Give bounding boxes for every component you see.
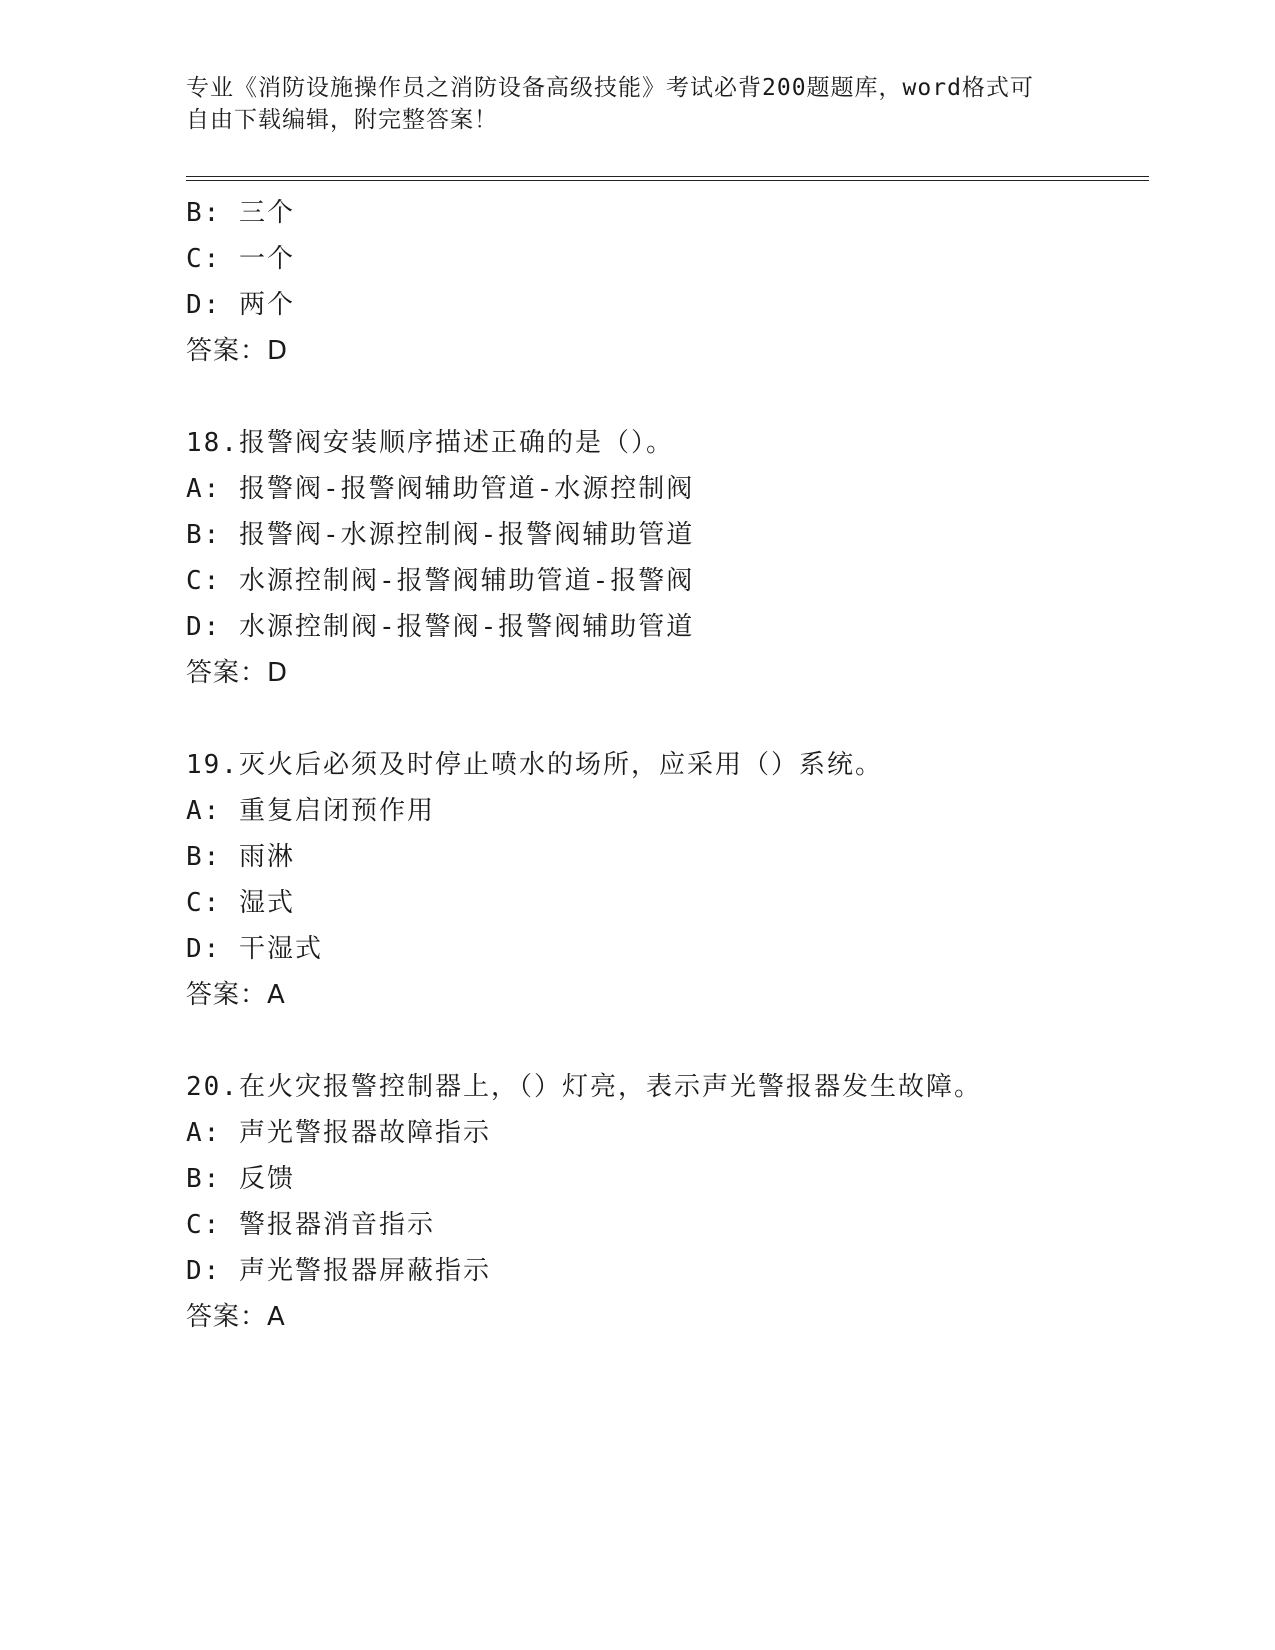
question-17-partial	[186, 190, 1146, 374]
spacer	[186, 696, 1146, 742]
option-a: A: 报警阀-报警阀辅助管道-水源控制阀	[186, 474, 695, 504]
option-a: A: 声光警报器故障指示	[186, 1118, 491, 1148]
option-b: B: 报警阀-水源控制阀-报警阀辅助管道	[186, 520, 695, 550]
question-list	[186, 190, 1146, 1340]
question-stem: 18.报警阀安装顺序描述正确的是（）。	[186, 428, 674, 458]
option-b: B: 三个	[186, 198, 295, 228]
header-divider	[186, 176, 1149, 181]
option-c: C: 一个	[186, 244, 295, 274]
header-title-line-1: 专业《消防设施操作员之消防设备高级技能》考试必背200题题库，word格式可	[186, 75, 1034, 101]
question-stem: 19.灭火后必须及时停止喷水的场所，应采用（）系统。	[186, 750, 883, 780]
question-19	[186, 742, 1146, 1018]
spacer	[186, 1018, 1146, 1064]
answer-line: 答案：A	[186, 1302, 286, 1332]
document-header	[186, 72, 1086, 136]
answer-line: 答案：A	[186, 980, 286, 1010]
question-stem: 20.在火灾报警控制器上，（）灯亮，表示声光警报器发生故障。	[186, 1072, 982, 1102]
option-d: D: 声光警报器屏蔽指示	[186, 1256, 491, 1286]
option-a: A: 重复启闭预作用	[186, 796, 435, 826]
spacer	[186, 374, 1146, 420]
option-b: B: 反馈	[186, 1164, 295, 1194]
option-d: D: 干湿式	[186, 934, 323, 964]
answer-line: 答案：D	[186, 336, 289, 366]
option-b: B: 雨淋	[186, 842, 295, 872]
option-d: D: 两个	[186, 290, 295, 320]
option-c: C: 湿式	[186, 888, 295, 918]
header-title-line-2: 自由下载编辑，附完整答案！	[186, 107, 498, 133]
option-c: C: 警报器消音指示	[186, 1210, 435, 1240]
answer-line: 答案：D	[186, 658, 289, 688]
question-18	[186, 420, 1146, 696]
option-d: D: 水源控制阀-报警阀-报警阀辅助管道	[186, 612, 695, 642]
option-c: C: 水源控制阀-报警阀辅助管道-报警阀	[186, 566, 695, 596]
question-20	[186, 1064, 1146, 1340]
